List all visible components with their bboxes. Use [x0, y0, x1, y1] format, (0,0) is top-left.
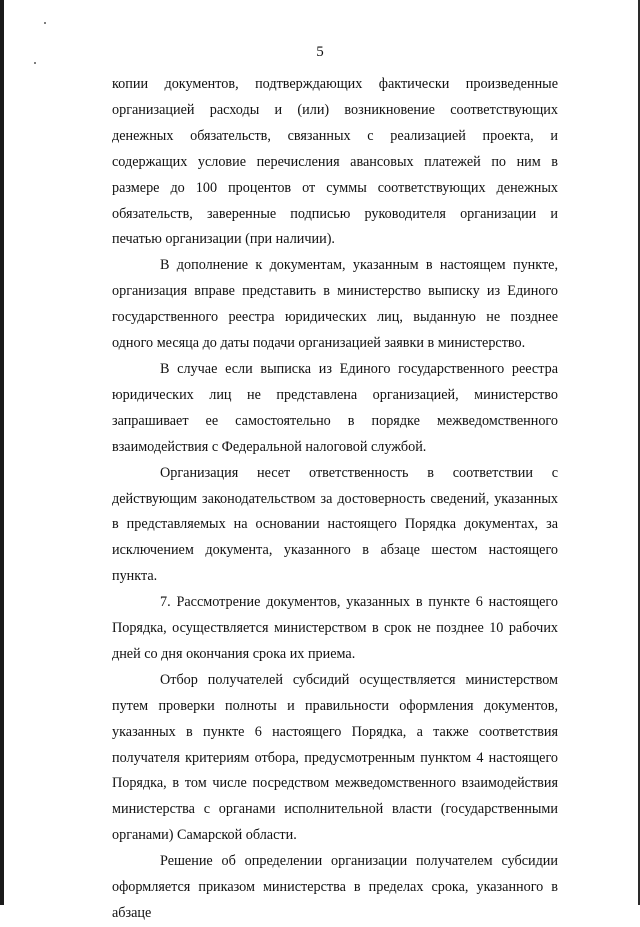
- paragraph-selection: Отбор получателей субсидий осуществляется министерством путем проверки полноты и правильности оформления документов, указанных в пункте 6 настоящего Порядка, а также соответствия получателя критериям отбора, предусмотренным пунктом 4 настоящего Порядка, в том числе посредством межведомственного взаимодействия министерства с органами исполнительной власти (государственными органами) Самарской области.: [112, 671, 558, 844]
- scan-speck: [44, 22, 46, 24]
- scan-speck: [34, 62, 36, 64]
- paragraph-review-term: 7. Рассмотрение документов, указанных в пункте 6 настоящего Порядка, осуществляется министерством в срок не позднее 10 рабочих дней со дня окончания срока их приема.: [112, 594, 558, 662]
- paragraph-interagency-request: В случае если выписка из Единого государственного реестра юридических лиц не представлена организацией, министерство запрашивает ее самостоятельно в порядке межведомственного взаимодействия с Федеральной налоговой службой.: [112, 360, 558, 455]
- scan-border-left: [0, 0, 4, 905]
- paragraph-documents-copies: копии документов, подтверждающих фактически произведенные организацией расходы и (или) возникновение соответствующих денежных обязательств, связанных с реализацией проекта, и содержащих условие перечисления авансовых платежей по ним в размере до 100 процентов от суммы соответствующих денежных обязательств, заверенные подписью руководителя организации и печатью организации (при наличии).: [112, 76, 558, 248]
- document-body: [112, 72, 558, 927]
- paragraph-responsibility: Организация несет ответственность в соответствии с действующим законодательством за достоверность сведений, указанных в представляемых на основании настоящего Порядка документах, за исключением документа, указанного в абзаце шестом настоящего пункта.: [112, 464, 558, 585]
- page-number: 5: [316, 44, 324, 60]
- paragraph-decision: Решение об определении организации получателем субсидии оформляется приказом министерства в пределах срока, указанного в абзаце: [112, 853, 558, 921]
- paragraph-registry-extract: В дополнение к документам, указанным в настоящем пункте, организация вправе представить в министерство выписку из Единого государственного реестра юридических лиц, выданную не позднее одного месяца до даты подачи организацией заявки в министерство.: [112, 257, 558, 352]
